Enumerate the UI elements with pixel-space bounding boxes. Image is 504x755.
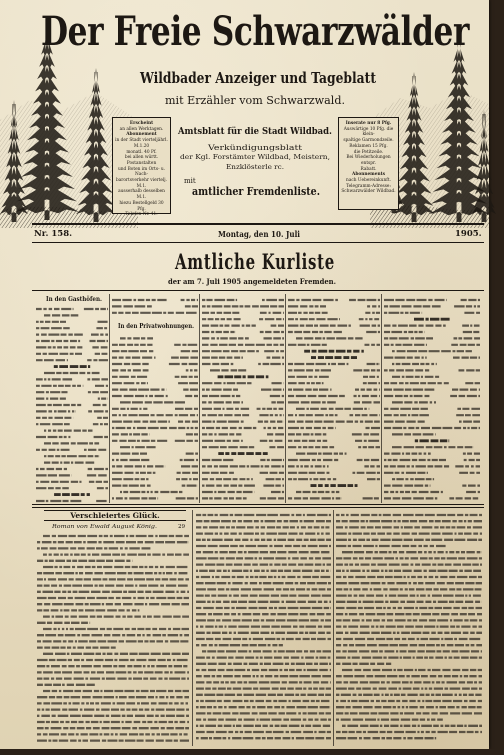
scan-edge <box>0 749 504 755</box>
subscription-line: ausserhalb desselben M.1. <box>118 189 165 201</box>
rates-line: Auswärtige 10 Pfg. die klein- <box>343 126 394 138</box>
announcement-label: Verkündigungsblatt <box>208 143 302 152</box>
guest-list-column-4 <box>288 297 380 506</box>
serial-installment-number: 29 <box>178 524 186 530</box>
subscription-line: Abonnement <box>126 132 157 138</box>
issue-date: Montag, den 10. Juli <box>218 229 300 239</box>
rates-line: Inserate nur 8 Pfg. <box>345 121 392 126</box>
subscription-line: Erscheint <box>129 121 154 126</box>
advertising-rates-box <box>338 117 399 210</box>
rates-line: Rabatt. <box>360 166 377 172</box>
guest-list-column-1 <box>36 306 108 506</box>
column-rule <box>192 510 193 746</box>
serial-novel-column-3 <box>336 512 482 746</box>
rule-line <box>32 242 484 243</box>
with-label: mit <box>184 177 196 185</box>
issue-year: 1905. <box>455 229 482 239</box>
rule-line <box>32 223 484 225</box>
serial-novel-column-2 <box>196 512 331 746</box>
subscription-info-box <box>112 117 171 218</box>
section-heading-private-lodgings: In den Privatwohnungen. <box>118 322 194 330</box>
masthead-subtitle: Wildbader Anzeiger und Tageblatt <box>140 69 376 87</box>
subscription-line: und Boten im Orts- u. Nach- <box>117 166 166 178</box>
official-gazette-label: Amtsblatt für die Stadt Wildbad. <box>178 127 332 137</box>
guest-list-column-5 <box>384 297 480 506</box>
rule-line <box>32 507 484 508</box>
serial-novel-title: Verschleiertes Glück. <box>44 510 186 521</box>
issue-number: Nr. 158. <box>34 229 73 239</box>
column-rule <box>109 294 110 503</box>
column-rule <box>285 294 286 503</box>
forest-offices-continuation: Enzklösterle rc. <box>226 163 284 171</box>
rates-line: Abonnements <box>352 172 385 178</box>
rates-line: Schwarzwälder Wildbad. <box>341 189 396 195</box>
rule-line <box>32 290 484 291</box>
section-heading-hotels: In den Gasthöfen. <box>46 295 102 303</box>
subscription-line: an allen Werktagen. <box>119 126 164 132</box>
serial-novel-byline: Roman von Ewald August König. <box>52 524 157 530</box>
guest-list-label: amtlicher Fremdenliste. <box>192 184 320 198</box>
column-rule <box>381 294 382 503</box>
subscription-line: in der Stadt vierteljährl. M.1.20 <box>115 138 168 149</box>
guest-list-column-3 <box>202 297 284 506</box>
masthead-title: Der Freie Schwarzwälder <box>41 8 469 55</box>
subscription-line: Telefon Nr. 41. <box>125 212 158 218</box>
rates-line: spaltige Garmondzeile. <box>343 138 394 144</box>
column-rule <box>333 510 334 746</box>
guest-list-column-2 <box>112 297 198 506</box>
guest-list-title: Amtliche Kurliste <box>175 249 335 274</box>
rates-line: Bei Wiederholungen entspr. <box>346 155 391 166</box>
rates-line: nach Uebereinkunft. <box>346 178 391 184</box>
column-rule <box>199 294 200 503</box>
serial-novel-column-1 <box>37 533 189 746</box>
forest-offices-label: der Kgl. Forstämter Wildbad, Meistern, <box>180 153 330 161</box>
rates-line: Telegramm-Adresse: <box>346 183 391 189</box>
guest-list-subtitle: der am 7. Juli 1905 angemeldeten Fremden. <box>168 277 336 286</box>
rates-line: die Petitzeile. <box>353 149 384 155</box>
masthead-tagline: mit Erzähler vom Schwarzwald. <box>165 94 345 107</box>
subscription-line: bei allen württ. Postanstalten <box>124 155 159 166</box>
subscription-line: monatl. 40 Pf. <box>126 149 157 155</box>
subscription-line: hiezu Bestellgeld 30 Pfg. <box>119 200 164 212</box>
subscription-line: barortsverkehr viertelj. M.1. <box>115 178 168 189</box>
rates-line: Reklamen 15 Pfg. <box>349 143 388 149</box>
